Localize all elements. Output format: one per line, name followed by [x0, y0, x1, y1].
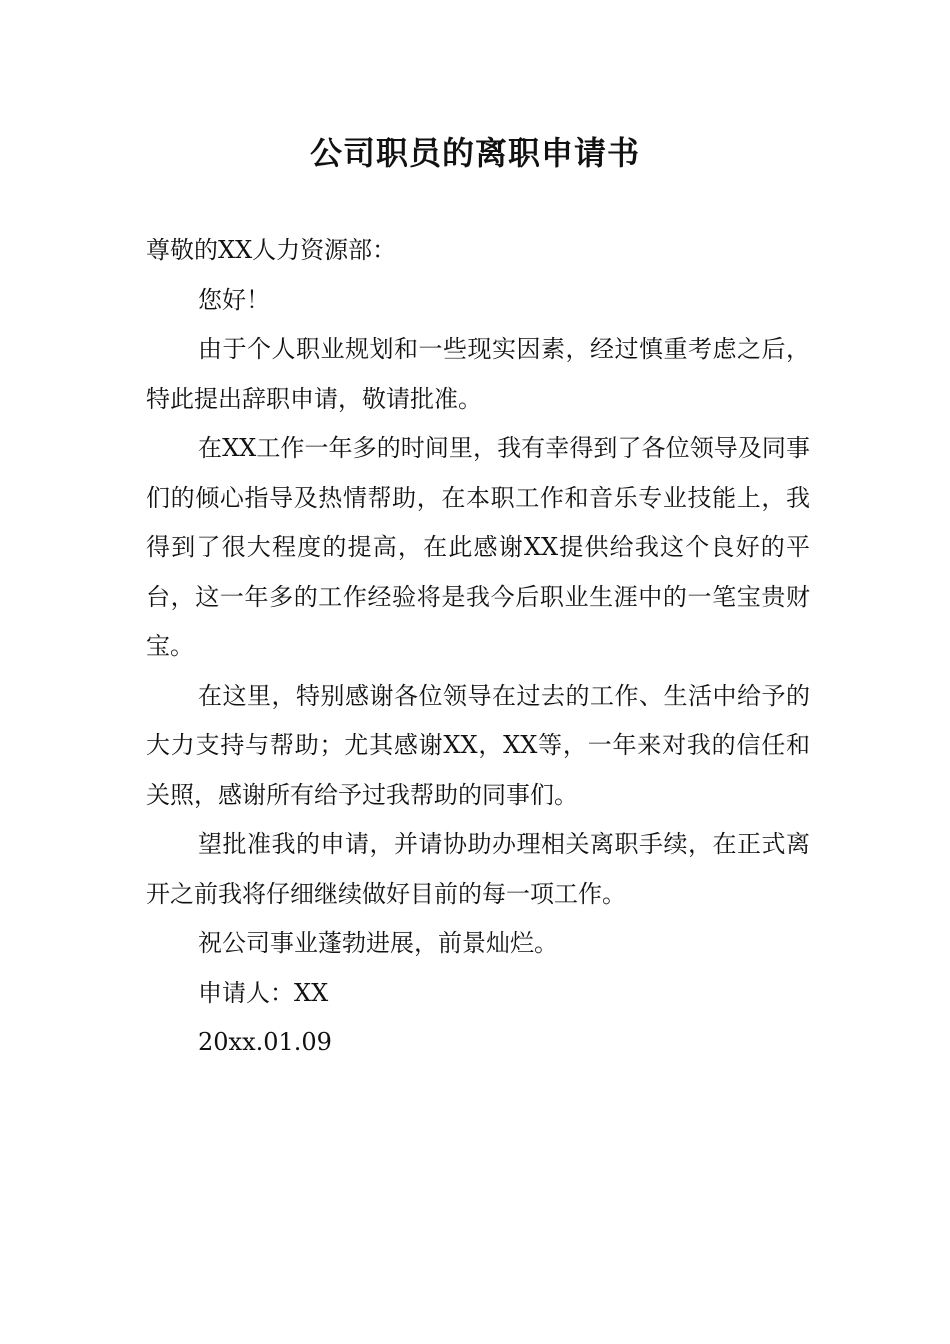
paragraph-thanks: 在这里，特别感谢各位领导在过去的工作、生活中给予的大力支持与帮助；尤其感谢XX，XX等，一年来对我的信任和关照，感谢所有给予过我帮助的同事们。	[146, 681, 810, 809]
paragraph-request: 望批准我的申请，并请协助办理相关离职手续，在正式离开之前我将仔细继续做好目前的每一项工作。	[146, 830, 810, 908]
closing-wish: 祝公司事业蓬勃进展，前景灿烂。	[198, 929, 558, 957]
paragraph-reason: 由于个人职业规划和一些现实因素，经过慎重考虑之后，特此提出辞职申请，敬请批准。	[146, 335, 810, 413]
document-title: 公司职员的离职申请书	[309, 134, 640, 172]
greeting: 您好！	[198, 285, 270, 314]
applicant-signature: 申请人：XX	[198, 978, 329, 1007]
salutation: 尊敬的XX人力资源部：	[146, 236, 397, 264]
letter-body	[146, 226, 810, 1068]
letter-date: 20xx.01.09	[198, 1028, 332, 1056]
paragraph-gratitude: 在XX工作一年多的时间里，我有幸得到了各位领导及同事们的倾心指导及热情帮助，在本职工作和音乐专业技能上，我得到了很大程度的提高，在此感谢XX提供给我这个良好的平台，这一年多的工作经验将是我今后职业生涯中的一笔宝贵财宝。	[146, 434, 810, 660]
